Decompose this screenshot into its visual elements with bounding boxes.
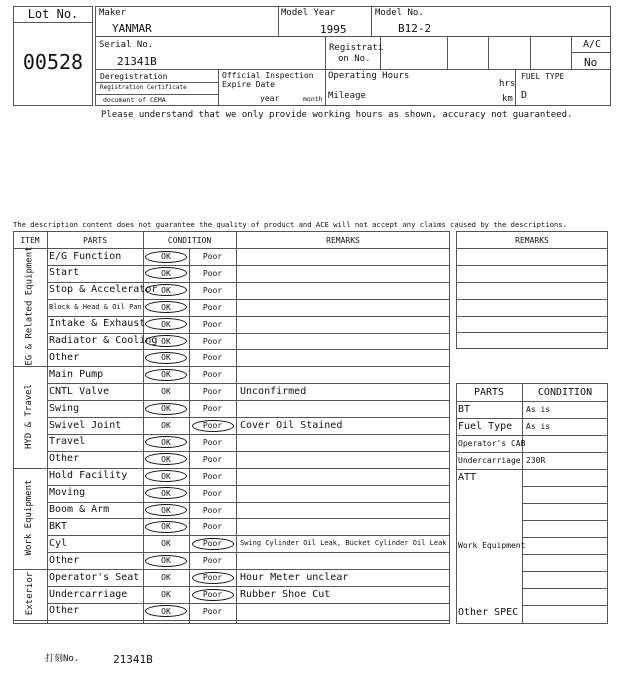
model-no-value: B12-2	[398, 22, 432, 35]
condition-circle-mark	[145, 369, 187, 381]
group-label: Work Equipment	[24, 479, 35, 556]
condition-circle-mark	[145, 403, 187, 415]
hrs-label: hrs	[499, 79, 516, 89]
mileage-label: Mileage	[328, 91, 366, 101]
ok-option[interactable]: OK	[161, 471, 171, 481]
part-name: BKT	[49, 520, 68, 532]
condition-circle-mark	[145, 318, 187, 330]
poor-option[interactable]: Poor	[202, 421, 223, 430]
part-name: Other	[49, 554, 80, 566]
poor-option[interactable]: Poor	[202, 268, 223, 278]
stamp-label: 打刻No.	[45, 654, 80, 664]
ok-option[interactable]: OK	[161, 573, 171, 583]
att-label: ATT	[458, 472, 477, 483]
official-inspection-label-1: Official Inspection	[222, 71, 314, 80]
part-name: Hold Facility	[49, 470, 128, 482]
part-name: Radiator & Cooling	[49, 335, 158, 346]
part-name: Travel	[49, 436, 86, 448]
registration-certificate-label: Registration Certificate	[100, 84, 187, 91]
ok-option[interactable]: OK	[161, 437, 171, 447]
part-name: Other	[49, 453, 80, 465]
remark-text: Unconfirmed	[240, 385, 307, 397]
disclaimer: The description content does not guarantee the quality of product and ACE will not accept any claims caused by the descriptions.	[13, 220, 567, 229]
stamp-value: 21341B	[113, 653, 153, 666]
part-name: Cyl	[49, 537, 68, 549]
poor-option[interactable]: Poor	[202, 471, 223, 481]
part-name: Swing	[49, 402, 80, 414]
hours-note: Please understand that we only provide working hours as shown, accuracy not guaranteed.	[101, 110, 573, 120]
poor-option[interactable]: Poor	[202, 437, 223, 447]
condition-circle-mark	[192, 589, 234, 601]
part-name: Swivel Joint	[49, 419, 122, 431]
poor-option[interactable]: Poor	[202, 252, 223, 261]
work-equipment-label: Work Equipment	[458, 541, 526, 550]
poor-option[interactable]: Poor	[202, 573, 223, 583]
ok-option[interactable]: OK	[161, 505, 171, 515]
right-condition-header: CONDITION	[537, 387, 593, 398]
right-parts-header: PARTS	[473, 387, 505, 398]
ok-option[interactable]: OK	[161, 336, 171, 346]
poor-option[interactable]: Poor	[202, 370, 223, 380]
fuel-type-label: FUEL TYPE	[521, 72, 565, 81]
ok-option[interactable]: OK	[161, 421, 171, 430]
poor-option[interactable]: Poor	[202, 505, 223, 515]
group-label: Exterior	[24, 572, 35, 616]
lot-number: 00528	[22, 50, 84, 74]
part-name: Operator's Seat	[49, 571, 140, 583]
right-row-condition: As is	[526, 422, 551, 431]
remark-text: Rubber Shoe Cut	[240, 588, 331, 600]
month-label: month	[303, 95, 323, 103]
part-name: Stop & Accelerator	[49, 284, 158, 296]
part-name: CNTL Valve	[49, 385, 110, 397]
poor-option[interactable]: Poor	[202, 302, 223, 312]
poor-option[interactable]: Poor	[202, 336, 223, 346]
ok-option[interactable]: OK	[161, 556, 171, 566]
ok-option[interactable]: OK	[161, 454, 171, 464]
part-name: Other	[49, 351, 80, 363]
right-remarks-header: REMARKS	[515, 236, 549, 245]
condition-circle-mark	[145, 335, 187, 347]
registration-no-label-1: Registrati	[329, 43, 384, 53]
condition-circle-mark	[145, 352, 187, 364]
ok-option[interactable]: OK	[161, 285, 171, 295]
poor-option[interactable]: Poor	[202, 454, 223, 464]
ok-option[interactable]: OK	[161, 387, 171, 397]
col-remarks: REMARKS	[326, 236, 360, 245]
cema-label: document of CEMA	[103, 96, 166, 104]
group-label: EG & Related Equipment	[24, 246, 35, 366]
condition-circle-mark	[145, 504, 187, 516]
poor-option[interactable]: Poor	[202, 606, 223, 616]
ok-option[interactable]: OK	[161, 353, 171, 363]
poor-option[interactable]: Poor	[202, 319, 223, 329]
part-name: E/G Function	[49, 250, 122, 262]
ok-option[interactable]: OK	[161, 590, 171, 599]
poor-option[interactable]: Poor	[202, 522, 223, 532]
official-inspection-label-2: Expire Date	[222, 80, 275, 89]
condition-circle-mark	[192, 572, 234, 584]
ok-option[interactable]: OK	[161, 606, 171, 616]
condition-circle-mark	[192, 538, 234, 550]
poor-option[interactable]: Poor	[202, 590, 223, 599]
condition-circle-mark	[145, 521, 187, 533]
right-row-part: Operator's CAB	[458, 439, 526, 448]
poor-option[interactable]: Poor	[202, 556, 223, 566]
part-name: Main Pump	[49, 368, 104, 380]
deregistration-label: Deregistration	[100, 72, 168, 81]
condition-circle-mark	[145, 487, 187, 499]
poor-option[interactable]: Poor	[202, 387, 223, 397]
km-label: km	[502, 94, 513, 104]
remark-text: Hour Meter unclear	[240, 571, 349, 583]
serial-no-value: 21341B	[117, 55, 157, 68]
remark-text: Swing Cylinder Oil Leak, Bucket Cylinder Oil Leak	[240, 539, 447, 548]
ok-option[interactable]: OK	[161, 404, 171, 414]
model-year-label: Model Year	[281, 8, 336, 18]
model-no-label: Model No.	[375, 8, 424, 18]
part-name: Other	[49, 605, 80, 617]
maker-label: Maker	[99, 8, 127, 18]
poor-option[interactable]: Poor	[202, 285, 223, 295]
year-label: year	[260, 94, 280, 103]
col-condition: CONDITION	[167, 236, 212, 245]
right-row-part: BT	[458, 404, 471, 415]
condition-circle-mark	[192, 420, 234, 432]
ac-label: A/C	[583, 39, 602, 50]
maker-value: YANMAR	[112, 22, 152, 35]
poor-option[interactable]: Poor	[202, 353, 223, 363]
ac-value: No	[584, 56, 598, 69]
ok-option[interactable]: OK	[161, 522, 171, 532]
col-item: ITEM	[20, 236, 40, 245]
right-row-condition: 230R	[526, 456, 546, 465]
right-row-part: Undercarriage	[458, 456, 521, 465]
poor-option[interactable]: Poor	[202, 488, 223, 498]
part-name: Undercarriage	[49, 588, 128, 600]
poor-option[interactable]: Poor	[202, 539, 223, 549]
ok-option[interactable]: OK	[161, 252, 171, 261]
ok-option[interactable]: OK	[161, 539, 171, 549]
part-name: Intake & Exhaust	[49, 318, 146, 330]
part-name: Boom & Arm	[49, 504, 110, 515]
ok-option[interactable]: OK	[161, 319, 171, 329]
model-year-value: 1995	[320, 23, 347, 36]
operating-hours-label: Operating Hours	[328, 71, 410, 81]
group-label: HYD & Travel	[24, 383, 35, 450]
other-spec-label: Other SPEC	[458, 607, 519, 618]
col-parts: PARTS	[82, 236, 108, 245]
poor-option[interactable]: Poor	[202, 404, 223, 414]
registration-no-label-2: on No.	[338, 54, 371, 64]
serial-no-label: Serial No.	[99, 40, 154, 50]
ok-option[interactable]: OK	[161, 488, 171, 498]
right-row-part: Fuel Type	[458, 421, 513, 432]
part-name: Start	[49, 267, 80, 279]
condition-circle-mark	[145, 555, 187, 567]
right-row-condition: As is	[526, 405, 551, 414]
ok-option[interactable]: OK	[161, 268, 171, 278]
ok-option[interactable]: OK	[161, 302, 171, 312]
remark-text: Cover Oil Stained	[240, 419, 343, 431]
part-name: Block & Head & Oil Pan	[49, 302, 142, 311]
fuel-type-value: D	[521, 90, 528, 101]
ok-option[interactable]: OK	[161, 370, 171, 380]
part-name: Moving	[49, 487, 86, 499]
condition-circle-mark	[145, 251, 187, 263]
lot-no-label: Lot No.	[27, 7, 79, 21]
